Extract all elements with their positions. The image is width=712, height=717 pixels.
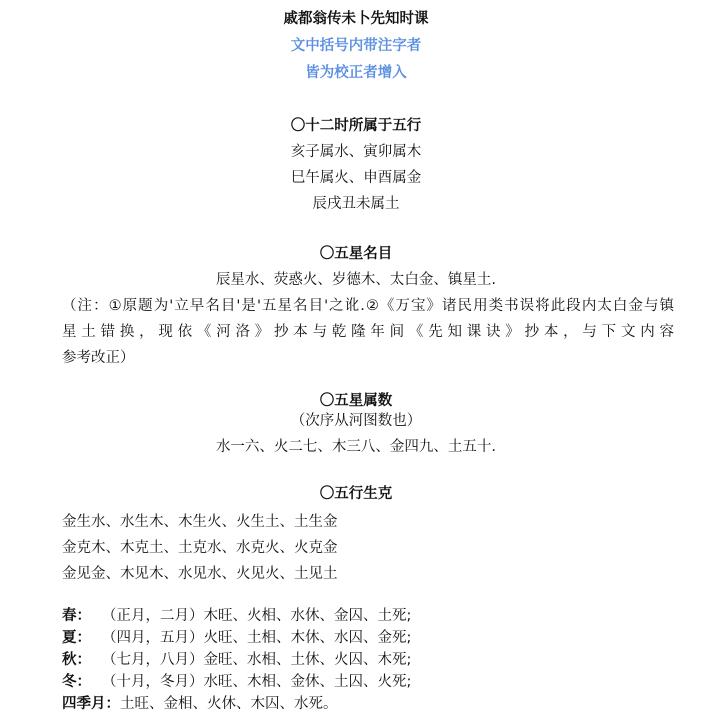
section1-line-3: 辰戌丑未属土 <box>312 196 400 212</box>
annotation-note <box>62 293 674 371</box>
five-stars-line: 辰星水、荧惑火、岁德木、太白金、镇星土. <box>215 272 497 288</box>
editor-note-line-2: 皆为校正者增入 <box>305 65 407 81</box>
section-heading-generation-control: 〇五行生克 <box>319 486 393 502</box>
season-label: 夏： <box>62 630 91 646</box>
season-row-four-seasons <box>62 694 338 714</box>
section-heading-star-numbers: 〇五星属数 <box>319 393 393 409</box>
editor-note-line-1: 文中括号内带注字者 <box>290 38 422 54</box>
season-row-autumn <box>62 650 411 670</box>
season-row-winter <box>62 672 411 692</box>
section-heading-five-stars: 〇五星名目 <box>319 246 393 262</box>
season-label: 春： <box>62 608 91 624</box>
season-label: 冬： <box>62 674 91 690</box>
season-text: 土旺、金相、火休、木囚、水死。 <box>120 696 338 712</box>
season-text: （四月，五月）火旺、土相、木休、水囚、金死; <box>102 630 412 646</box>
annotation-note-line-1: （注：①原题为'立早名目'是'五星名目'之讹.②《万宝》诸民用类书误将此段内太白金与镇 <box>62 298 674 314</box>
same-element-line: 金见金、木见木、水见水、火见火、土见土 <box>62 566 338 582</box>
season-row-spring <box>62 606 411 626</box>
annotation-note-line-3: 参考改正） <box>62 350 135 366</box>
control-line: 金克木、木克土、土克水、水克火、火克金 <box>62 540 338 556</box>
section1-line-1: 亥子属水、寅卯属木 <box>290 144 422 160</box>
star-numbers-line: 水一六、火二七、木三八、金四九、土五十. <box>215 439 497 455</box>
season-row-summer <box>62 628 411 648</box>
annotation-note-line-2: 星土错换，现依《河洛》抄本与乾隆年间《先知课诀》抄本，与下文内容 <box>62 324 674 340</box>
season-text: （正月，二月）木旺、火相、水休、金囚、土死; <box>102 608 412 624</box>
section1-line-2: 巳午属火、申酉属金 <box>290 170 422 186</box>
season-text: （十月，冬月）水旺、木相、金休、土囚、火死; <box>102 674 412 690</box>
document-title: 戚都翁传未卜先知时课 <box>283 11 429 27</box>
season-label: 秋： <box>62 652 91 668</box>
generation-line: 金生水、水生木、木生火、火生土、土生金 <box>62 514 338 530</box>
season-label: 四季月： <box>62 696 120 712</box>
star-numbers-subtitle: （次序从河图数也） <box>290 413 422 429</box>
season-text: （七月，八月）金旺、水相、土休、火囚、木死; <box>102 652 412 668</box>
section-heading-twelve-hours: 〇十二时所属于五行 <box>290 118 422 134</box>
